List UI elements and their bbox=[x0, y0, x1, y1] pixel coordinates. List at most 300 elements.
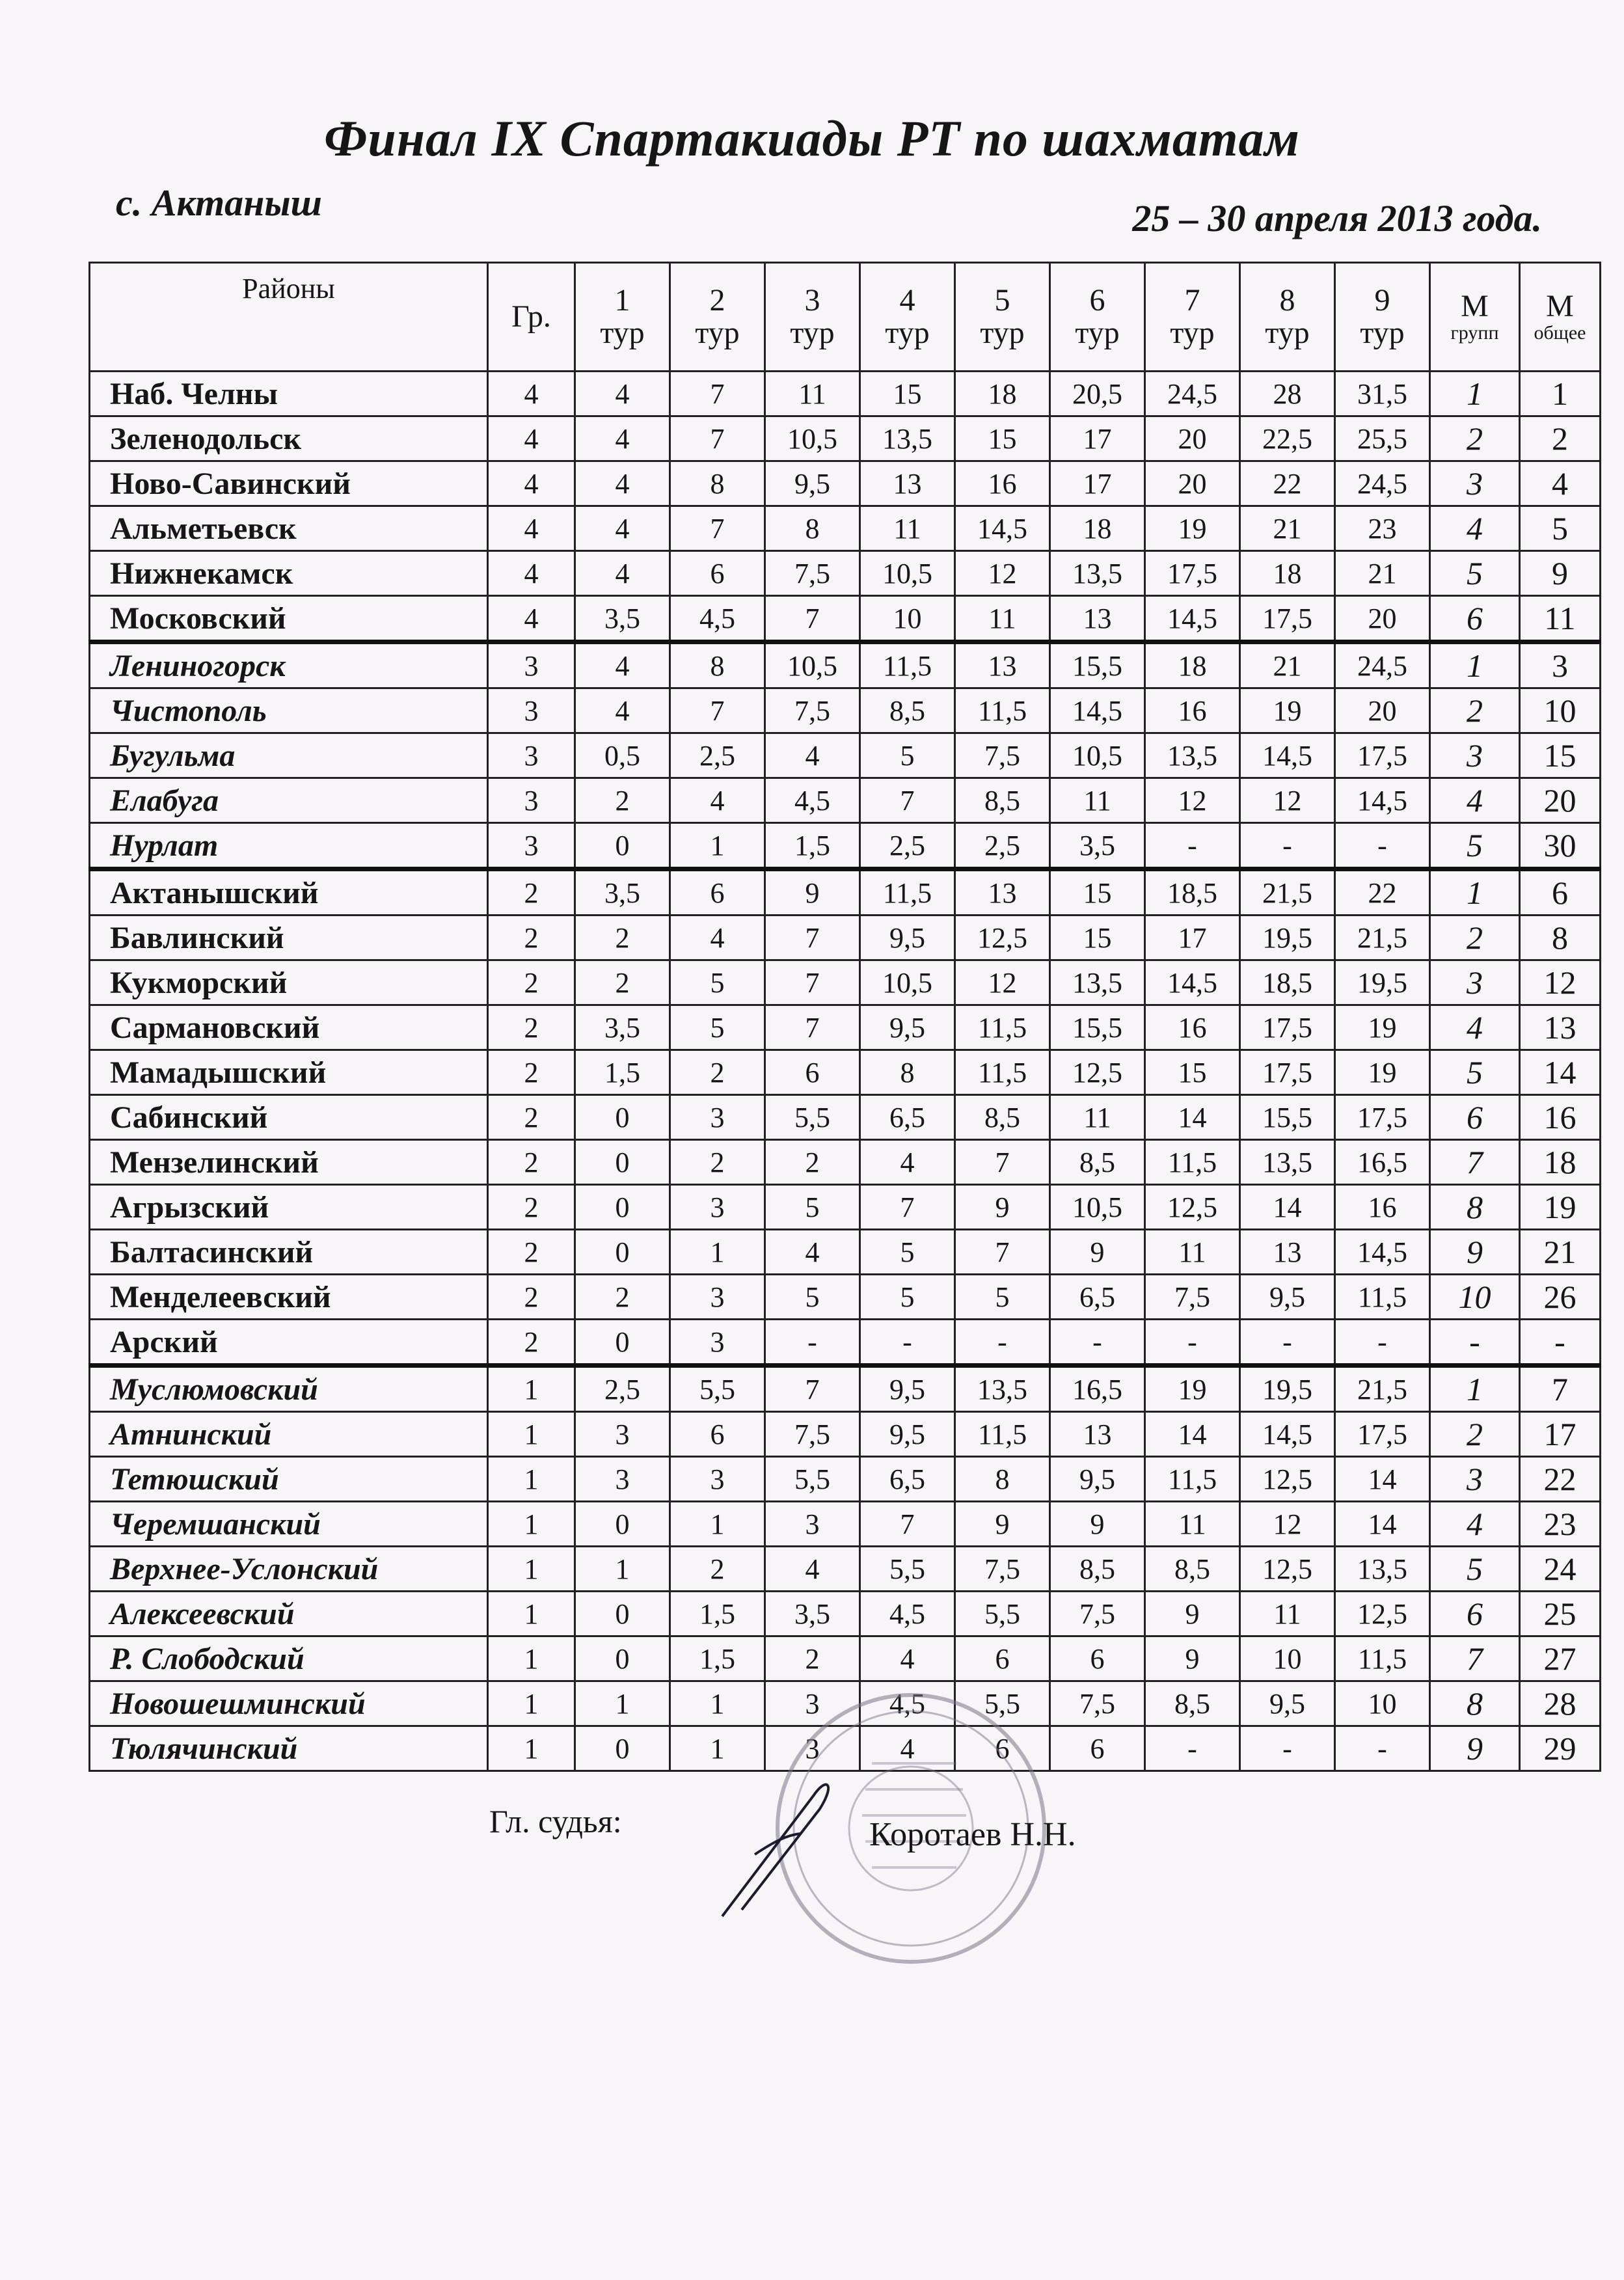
round-score-cell: 15 bbox=[860, 372, 955, 416]
m-total-header-letter: М bbox=[1546, 289, 1574, 324]
round-number: 3 bbox=[804, 282, 820, 318]
round-score-cell: 6,5 bbox=[860, 1095, 955, 1140]
round-score-cell: 16 bbox=[1145, 688, 1240, 733]
round-score-cell: 13,5 bbox=[1240, 1140, 1335, 1185]
round-score-cell: - bbox=[1335, 1320, 1430, 1366]
round-score-cell: 4 bbox=[860, 1726, 955, 1771]
group-cell: 2 bbox=[488, 916, 575, 960]
group-cell: 1 bbox=[488, 1547, 575, 1592]
round-score-cell: - bbox=[1145, 1320, 1240, 1366]
overall-place-cell: 21 bbox=[1520, 1230, 1601, 1275]
round-score-cell: 5 bbox=[670, 960, 765, 1005]
round-score-cell: 11,5 bbox=[1145, 1457, 1240, 1502]
group-cell: 2 bbox=[488, 869, 575, 916]
round-score-cell: 8,5 bbox=[1050, 1547, 1145, 1592]
round-score-cell: 5,5 bbox=[860, 1547, 955, 1592]
round-score-cell: 19,5 bbox=[1240, 916, 1335, 960]
group-cell: 4 bbox=[488, 416, 575, 461]
region-name-cell: Нижнекамск bbox=[90, 551, 488, 596]
round-score-cell: - bbox=[1240, 823, 1335, 869]
round-score-cell: 9,5 bbox=[860, 1366, 955, 1412]
round-word: тур bbox=[1360, 316, 1405, 350]
round-word: тур bbox=[600, 316, 645, 350]
round-score-cell: - bbox=[860, 1320, 955, 1366]
round-score-cell: 18 bbox=[1240, 551, 1335, 596]
round-score-cell: 17,5 bbox=[1335, 1412, 1430, 1457]
round-score-cell: 15 bbox=[955, 416, 1050, 461]
round-score-cell: 6 bbox=[1050, 1726, 1145, 1771]
group-place-cell: 6 bbox=[1430, 1095, 1520, 1140]
round-score-cell: 7,5 bbox=[1050, 1681, 1145, 1726]
round-score-cell: 1,5 bbox=[670, 1592, 765, 1636]
round-score-cell: 1 bbox=[670, 823, 765, 869]
round-score-cell: 11,5 bbox=[955, 1412, 1050, 1457]
round-score-cell: 7 bbox=[860, 1185, 955, 1230]
group-cell: 4 bbox=[488, 551, 575, 596]
table-row bbox=[90, 1140, 1601, 1185]
table-row bbox=[90, 506, 1601, 551]
round-score-cell: 9 bbox=[1050, 1230, 1145, 1275]
round-score-cell: 2 bbox=[575, 1275, 670, 1320]
round-score-cell: 4 bbox=[765, 1547, 860, 1592]
judge-signature bbox=[716, 1757, 846, 1926]
table-row bbox=[90, 688, 1601, 733]
round-score-cell: 12,5 bbox=[1240, 1457, 1335, 1502]
round-score-cell: 19,5 bbox=[1240, 1366, 1335, 1412]
group-place-cell: 8 bbox=[1430, 1185, 1520, 1230]
round-score-cell: 1,5 bbox=[765, 823, 860, 869]
round-score-cell: 2 bbox=[765, 1140, 860, 1185]
table-row bbox=[90, 916, 1601, 960]
round-score-cell: 9 bbox=[1145, 1636, 1240, 1681]
round-score-cell: 10,5 bbox=[765, 642, 860, 688]
round-score-cell: 14,5 bbox=[1145, 960, 1240, 1005]
round-score-cell: - bbox=[1145, 823, 1240, 869]
round-score-cell: 13 bbox=[1240, 1230, 1335, 1275]
round-score-cell: 12,5 bbox=[1240, 1547, 1335, 1592]
table-row bbox=[90, 1050, 1601, 1095]
round-score-cell: 3 bbox=[765, 1681, 860, 1726]
round-score-cell: 12 bbox=[955, 960, 1050, 1005]
round-1-column-header bbox=[575, 263, 670, 372]
round-score-cell: 4,5 bbox=[765, 778, 860, 823]
round-score-cell: 11,5 bbox=[955, 1050, 1050, 1095]
region-name-cell: Сармановский bbox=[90, 1005, 488, 1050]
group-place-cell: 4 bbox=[1430, 778, 1520, 823]
round-score-cell: 5 bbox=[765, 1275, 860, 1320]
round-score-cell: 15 bbox=[1145, 1050, 1240, 1095]
region-name-cell: Алексеевский bbox=[90, 1592, 488, 1636]
group-cell: 4 bbox=[488, 596, 575, 642]
round-score-cell: 15,5 bbox=[1050, 642, 1145, 688]
group-place-cell: 6 bbox=[1430, 1592, 1520, 1636]
round-score-cell: 24,5 bbox=[1335, 642, 1430, 688]
round-score-cell: - bbox=[765, 1320, 860, 1366]
round-score-cell: 8 bbox=[670, 642, 765, 688]
group-place-cell: 7 bbox=[1430, 1636, 1520, 1681]
round-score-cell: 13,5 bbox=[1145, 733, 1240, 778]
round-score-cell: 12,5 bbox=[1145, 1185, 1240, 1230]
round-score-cell: 13,5 bbox=[860, 416, 955, 461]
round-score-cell: 17,5 bbox=[1335, 733, 1430, 778]
results-table-header bbox=[90, 263, 1601, 372]
round-score-cell: 7,5 bbox=[955, 1547, 1050, 1592]
round-score-cell: 7 bbox=[765, 1366, 860, 1412]
round-number: 1 bbox=[614, 282, 630, 318]
round-score-cell: 9 bbox=[955, 1185, 1050, 1230]
round-score-cell: 4,5 bbox=[860, 1681, 955, 1726]
table-row bbox=[90, 778, 1601, 823]
group-cell: 2 bbox=[488, 1185, 575, 1230]
region-name-cell: Наб. Челны bbox=[90, 372, 488, 416]
group-place-cell: 6 bbox=[1430, 596, 1520, 642]
group-place-cell: 9 bbox=[1430, 1230, 1520, 1275]
round-score-cell: 7 bbox=[955, 1230, 1050, 1275]
round-score-cell: 6 bbox=[765, 1050, 860, 1095]
m-group-header-word: групп bbox=[1450, 322, 1499, 344]
group-place-cell: 10 bbox=[1430, 1275, 1520, 1320]
region-name-cell: Новошешминский bbox=[90, 1681, 488, 1726]
overall-place-cell: 10 bbox=[1520, 688, 1601, 733]
round-score-cell: 16 bbox=[1335, 1185, 1430, 1230]
round-score-cell: 19 bbox=[1145, 1366, 1240, 1412]
round-score-cell: 10,5 bbox=[860, 551, 955, 596]
round-score-cell: 31,5 bbox=[1335, 372, 1430, 416]
round-score-cell: 3 bbox=[670, 1457, 765, 1502]
round-score-cell: 10 bbox=[860, 596, 955, 642]
round-score-cell: 3 bbox=[670, 1320, 765, 1366]
region-name-cell: Мензелинский bbox=[90, 1140, 488, 1185]
round-score-cell: 5,5 bbox=[670, 1366, 765, 1412]
round-score-cell: 7,5 bbox=[1145, 1275, 1240, 1320]
m-total-header-word: общее bbox=[1534, 322, 1586, 344]
round-score-cell: 4 bbox=[860, 1636, 955, 1681]
region-name-cell: Агрызский bbox=[90, 1185, 488, 1230]
overall-place-cell: 2 bbox=[1520, 416, 1601, 461]
group-place-cell: 4 bbox=[1430, 506, 1520, 551]
group-cell: 2 bbox=[488, 1095, 575, 1140]
round-score-cell: 0 bbox=[575, 1502, 670, 1547]
round-score-cell: 8,5 bbox=[1145, 1681, 1240, 1726]
round-score-cell: 18,5 bbox=[1145, 869, 1240, 916]
round-score-cell: 7,5 bbox=[765, 1412, 860, 1457]
region-name-cell: Менделеевский bbox=[90, 1275, 488, 1320]
region-name-cell: Московский bbox=[90, 596, 488, 642]
round-score-cell: 10 bbox=[1335, 1681, 1430, 1726]
round-score-cell: 6 bbox=[955, 1726, 1050, 1771]
overall-place-cell: 9 bbox=[1520, 551, 1601, 596]
round-score-cell: 5,5 bbox=[955, 1681, 1050, 1726]
table-row bbox=[90, 960, 1601, 1005]
round-score-cell: 3,5 bbox=[575, 596, 670, 642]
group-cell: 2 bbox=[488, 1050, 575, 1095]
round-score-cell: 19,5 bbox=[1335, 960, 1430, 1005]
round-score-cell: 8,5 bbox=[955, 1095, 1050, 1140]
round-score-cell: 19 bbox=[1240, 688, 1335, 733]
table-row bbox=[90, 416, 1601, 461]
round-score-cell: 4 bbox=[575, 642, 670, 688]
round-score-cell: 9 bbox=[765, 869, 860, 916]
round-score-cell: 14,5 bbox=[1335, 778, 1430, 823]
round-score-cell: 4 bbox=[575, 461, 670, 506]
round-score-cell: 5,5 bbox=[765, 1457, 860, 1502]
round-score-cell: 0 bbox=[575, 1592, 670, 1636]
round-score-cell: 11 bbox=[765, 372, 860, 416]
round-score-cell: 9 bbox=[955, 1502, 1050, 1547]
region-name-cell: Лениногорск bbox=[90, 642, 488, 688]
group-place-cell: - bbox=[1430, 1320, 1520, 1366]
round-score-cell: 3,5 bbox=[765, 1592, 860, 1636]
round-score-cell: 12 bbox=[955, 551, 1050, 596]
group-cell: 4 bbox=[488, 372, 575, 416]
round-score-cell: 14 bbox=[1240, 1185, 1335, 1230]
round-score-cell: 23 bbox=[1335, 506, 1430, 551]
round-score-cell: 13 bbox=[955, 869, 1050, 916]
round-score-cell: 10,5 bbox=[1050, 733, 1145, 778]
region-name-cell: Мамадышский bbox=[90, 1050, 488, 1095]
round-word: тур bbox=[980, 316, 1025, 350]
round-score-cell: 21,5 bbox=[1240, 869, 1335, 916]
group-cell: 3 bbox=[488, 642, 575, 688]
group-cell: 3 bbox=[488, 733, 575, 778]
group-cell: 2 bbox=[488, 960, 575, 1005]
region-name-cell: Альметьевск bbox=[90, 506, 488, 551]
round-score-cell: 17,5 bbox=[1240, 596, 1335, 642]
group-place-cell: 1 bbox=[1430, 372, 1520, 416]
round-score-cell: 4 bbox=[670, 778, 765, 823]
region-name-cell: Балтасинский bbox=[90, 1230, 488, 1275]
round-score-cell: 13,5 bbox=[1050, 960, 1145, 1005]
round-score-cell: 7 bbox=[860, 1502, 955, 1547]
round-score-cell: - bbox=[1240, 1320, 1335, 1366]
round-score-cell: 11,5 bbox=[955, 688, 1050, 733]
round-score-cell: 18,5 bbox=[1240, 960, 1335, 1005]
round-score-cell: 4 bbox=[575, 372, 670, 416]
round-score-cell: 3 bbox=[765, 1726, 860, 1771]
round-score-cell: 5 bbox=[670, 1005, 765, 1050]
round-score-cell: 0 bbox=[575, 1636, 670, 1681]
round-score-cell: 21,5 bbox=[1335, 916, 1430, 960]
round-score-cell: 9,5 bbox=[860, 1412, 955, 1457]
round-score-cell: 17,5 bbox=[1240, 1005, 1335, 1050]
round-score-cell: 3 bbox=[575, 1457, 670, 1502]
round-score-cell: 12,5 bbox=[955, 916, 1050, 960]
group-place-cell: 4 bbox=[1430, 1502, 1520, 1547]
round-score-cell: 14 bbox=[1335, 1502, 1430, 1547]
round-2-column-header bbox=[670, 263, 765, 372]
round-score-cell: 3,5 bbox=[575, 1005, 670, 1050]
overall-place-cell: 8 bbox=[1520, 916, 1601, 960]
location-label: с. Актаныш bbox=[116, 182, 322, 224]
round-score-cell: 13 bbox=[1050, 596, 1145, 642]
round-score-cell: 7 bbox=[670, 506, 765, 551]
round-score-cell: 1 bbox=[670, 1230, 765, 1275]
round-score-cell: 4,5 bbox=[860, 1592, 955, 1636]
round-score-cell: 3 bbox=[575, 1412, 670, 1457]
group-cell: 1 bbox=[488, 1592, 575, 1636]
table-row bbox=[90, 461, 1601, 506]
round-score-cell: 9,5 bbox=[1240, 1275, 1335, 1320]
round-score-cell: 6,5 bbox=[860, 1457, 955, 1502]
round-score-cell: 5 bbox=[860, 1275, 955, 1320]
round-score-cell: 8,5 bbox=[1145, 1547, 1240, 1592]
round-score-cell: 17,5 bbox=[1335, 1095, 1430, 1140]
round-score-cell: 14 bbox=[1145, 1412, 1240, 1457]
round-score-cell: 5 bbox=[955, 1275, 1050, 1320]
round-score-cell: 0 bbox=[575, 1230, 670, 1275]
round-9-column-header bbox=[1335, 263, 1430, 372]
round-score-cell: 7,5 bbox=[765, 688, 860, 733]
round-score-cell: 7,5 bbox=[765, 551, 860, 596]
round-score-cell: 16 bbox=[1145, 1005, 1240, 1050]
group-cell: 4 bbox=[488, 506, 575, 551]
round-score-cell: 8,5 bbox=[955, 778, 1050, 823]
group-place-cell: 2 bbox=[1430, 688, 1520, 733]
round-score-cell: 7 bbox=[765, 916, 860, 960]
round-score-cell: 12 bbox=[1145, 778, 1240, 823]
round-score-cell: 7 bbox=[765, 596, 860, 642]
region-name-cell: Сабинский bbox=[90, 1095, 488, 1140]
table-row bbox=[90, 869, 1601, 916]
round-score-cell: 16,5 bbox=[1050, 1366, 1145, 1412]
round-score-cell: 19 bbox=[1335, 1050, 1430, 1095]
round-score-cell: 1,5 bbox=[575, 1050, 670, 1095]
round-score-cell: 4 bbox=[860, 1140, 955, 1185]
round-score-cell: 14,5 bbox=[1335, 1230, 1430, 1275]
round-number: 6 bbox=[1089, 282, 1105, 318]
round-score-cell: 22 bbox=[1240, 461, 1335, 506]
round-score-cell: - bbox=[955, 1320, 1050, 1366]
group-place-cell: 3 bbox=[1430, 461, 1520, 506]
round-score-cell: 20 bbox=[1335, 596, 1430, 642]
round-score-cell: 4,5 bbox=[670, 596, 765, 642]
round-score-cell: 15,5 bbox=[1050, 1005, 1145, 1050]
region-name-cell: Чистополь bbox=[90, 688, 488, 733]
round-score-cell: 7 bbox=[860, 778, 955, 823]
round-score-cell: 1 bbox=[670, 1681, 765, 1726]
group-cell: 1 bbox=[488, 1366, 575, 1412]
table-row bbox=[90, 1095, 1601, 1140]
group-place-cell: 5 bbox=[1430, 1547, 1520, 1592]
round-score-cell: 14,5 bbox=[1145, 596, 1240, 642]
round-score-cell: 20 bbox=[1145, 416, 1240, 461]
region-column-header: Районы bbox=[90, 263, 488, 372]
round-8-column-header bbox=[1240, 263, 1335, 372]
group-cell: 2 bbox=[488, 1320, 575, 1366]
round-score-cell: 11 bbox=[1050, 1095, 1145, 1140]
judge-label: Гл. судья: bbox=[489, 1803, 622, 1839]
overall-place-cell: 11 bbox=[1520, 596, 1601, 642]
round-score-cell: 5 bbox=[860, 733, 955, 778]
round-word: тур bbox=[1075, 316, 1120, 350]
round-score-cell: 24,5 bbox=[1145, 372, 1240, 416]
round-score-cell: 0 bbox=[575, 1140, 670, 1185]
round-score-cell: 9,5 bbox=[860, 916, 955, 960]
round-score-cell: 6 bbox=[670, 551, 765, 596]
group-place-cell: 1 bbox=[1430, 1366, 1520, 1412]
overall-place-cell: 14 bbox=[1520, 1050, 1601, 1095]
round-word: тур bbox=[1265, 316, 1310, 350]
group-column-header: Гр. bbox=[488, 263, 575, 372]
round-score-cell: 11 bbox=[1050, 778, 1145, 823]
round-4-column-header bbox=[860, 263, 955, 372]
group-place-cell: 2 bbox=[1430, 916, 1520, 960]
round-score-cell: 8 bbox=[955, 1457, 1050, 1502]
table-row bbox=[90, 372, 1601, 416]
round-score-cell: - bbox=[1240, 1726, 1335, 1771]
round-score-cell: 11,5 bbox=[1335, 1636, 1430, 1681]
round-score-cell: 0 bbox=[575, 1095, 670, 1140]
round-word: тур bbox=[695, 316, 740, 350]
round-score-cell: 6 bbox=[955, 1636, 1050, 1681]
group-cell: 1 bbox=[488, 1636, 575, 1681]
round-score-cell: 28 bbox=[1240, 372, 1335, 416]
round-score-cell: 1 bbox=[670, 1726, 765, 1771]
round-score-cell: - bbox=[1145, 1726, 1240, 1771]
round-score-cell: 18 bbox=[1050, 506, 1145, 551]
region-name-cell: Черемшанский bbox=[90, 1502, 488, 1547]
round-score-cell: 11,5 bbox=[860, 642, 955, 688]
round-score-cell: 8 bbox=[670, 461, 765, 506]
round-score-cell: 14,5 bbox=[1240, 733, 1335, 778]
region-name-cell: Кукморский bbox=[90, 960, 488, 1005]
table-row bbox=[90, 596, 1601, 642]
round-score-cell: 9 bbox=[1145, 1592, 1240, 1636]
round-score-cell: 4 bbox=[765, 1230, 860, 1275]
group-place-cell: 5 bbox=[1430, 551, 1520, 596]
group-place-cell: 4 bbox=[1430, 1005, 1520, 1050]
round-score-cell: 1 bbox=[670, 1502, 765, 1547]
header-row bbox=[90, 263, 1601, 372]
round-score-cell: 14 bbox=[1145, 1095, 1240, 1140]
overall-place-cell: 20 bbox=[1520, 778, 1601, 823]
group-cell: 1 bbox=[488, 1726, 575, 1771]
table-row bbox=[90, 1457, 1601, 1502]
region-name-cell: Елабуга bbox=[90, 778, 488, 823]
region-name-cell: Актанышский bbox=[90, 869, 488, 916]
round-score-cell: 6 bbox=[670, 869, 765, 916]
round-score-cell: 9,5 bbox=[765, 461, 860, 506]
round-score-cell: 13,5 bbox=[1050, 551, 1145, 596]
round-score-cell: 14,5 bbox=[1240, 1412, 1335, 1457]
round-score-cell: 19 bbox=[1145, 506, 1240, 551]
table-row bbox=[90, 1547, 1601, 1592]
group-place-cell: 8 bbox=[1430, 1681, 1520, 1726]
round-score-cell: 4 bbox=[575, 551, 670, 596]
group-cell: 1 bbox=[488, 1681, 575, 1726]
round-score-cell: 20 bbox=[1145, 461, 1240, 506]
overall-place-cell: 24 bbox=[1520, 1547, 1601, 1592]
group-cell: 1 bbox=[488, 1457, 575, 1502]
round-score-cell: 14,5 bbox=[1050, 688, 1145, 733]
round-score-cell: 11 bbox=[955, 596, 1050, 642]
round-score-cell: 0 bbox=[575, 1185, 670, 1230]
round-score-cell: 14 bbox=[1335, 1457, 1430, 1502]
round-score-cell: 13,5 bbox=[955, 1366, 1050, 1412]
round-score-cell: 5,5 bbox=[765, 1095, 860, 1140]
group-place-cell: 1 bbox=[1430, 869, 1520, 916]
overall-place-cell: 7 bbox=[1520, 1366, 1601, 1412]
overall-place-cell: 23 bbox=[1520, 1502, 1601, 1547]
round-score-cell: 17,5 bbox=[1145, 551, 1240, 596]
round-score-cell: 7 bbox=[955, 1140, 1050, 1185]
round-score-cell: 11,5 bbox=[1145, 1140, 1240, 1185]
region-name-cell: Арский bbox=[90, 1320, 488, 1366]
round-score-cell: 7 bbox=[765, 1005, 860, 1050]
round-score-cell: 21 bbox=[1335, 551, 1430, 596]
overall-place-cell: 12 bbox=[1520, 960, 1601, 1005]
round-score-cell: 8,5 bbox=[860, 688, 955, 733]
